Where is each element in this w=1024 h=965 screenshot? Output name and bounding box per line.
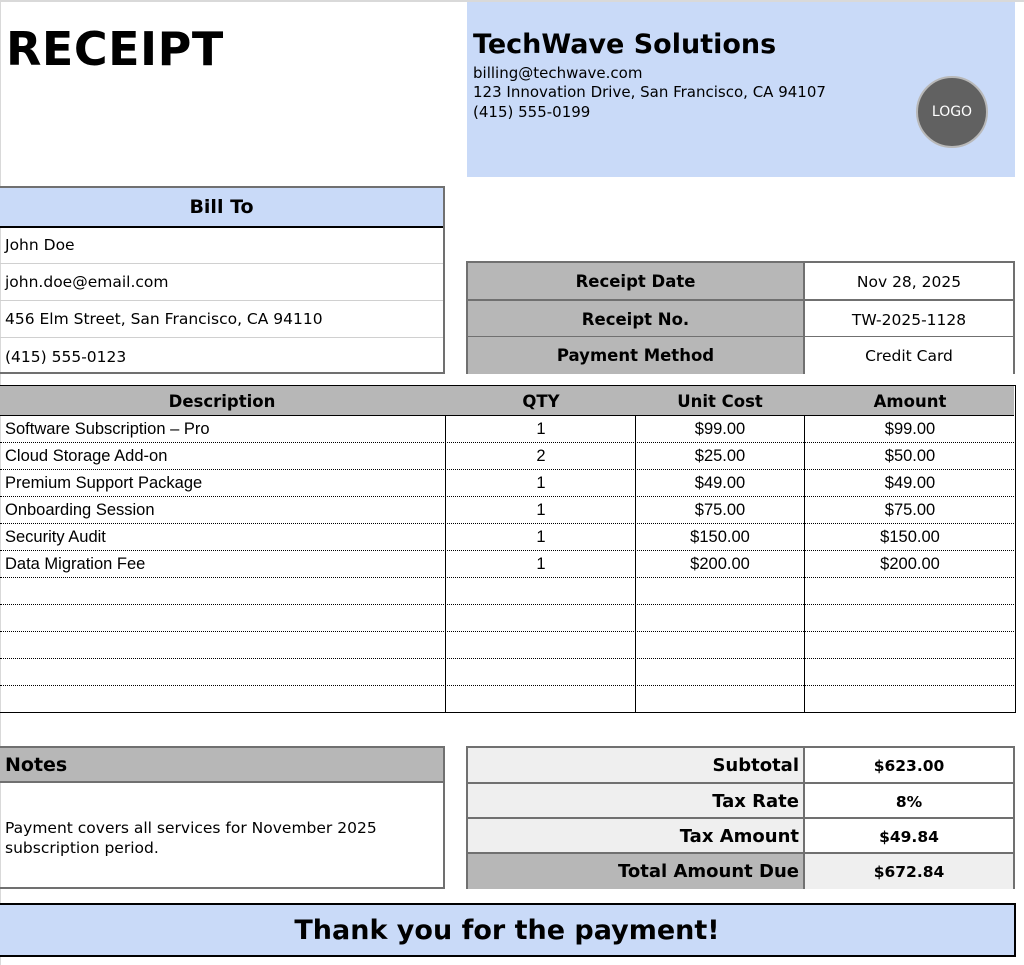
total-due-value[interactable]: $672.84	[805, 854, 1013, 889]
tax-rate-label: Tax Rate	[468, 784, 805, 819]
item-description[interactable]: Data Migration Fee	[5, 554, 146, 573]
tax-rate-row	[468, 784, 1013, 819]
item-amount[interactable]: $75.00	[884, 500, 936, 519]
item-unit-cost[interactable]: $99.00	[694, 419, 746, 438]
bill-to-name[interactable]: John Doe	[0, 227, 443, 264]
notes-text[interactable]: Payment covers all services for November 2025 subscription period.	[5, 819, 377, 857]
receipt-date-value[interactable]: Nov 28, 2025	[805, 263, 1013, 300]
receipt-meta-table	[466, 261, 1015, 374]
subtotal-value[interactable]: $623.00	[805, 748, 1013, 783]
item-unit-cost[interactable]: $49.00	[694, 473, 746, 492]
receipt-title: RECEIPT	[6, 22, 224, 76]
item-qty[interactable]: 1	[536, 527, 546, 546]
item-unit-cost[interactable]: $200.00	[690, 554, 750, 573]
item-qty[interactable]: 1	[536, 473, 546, 492]
table-row	[0, 470, 1014, 497]
bill-to-header: Bill To	[0, 188, 443, 228]
item-qty[interactable]: 1	[536, 419, 546, 438]
receipt-number-value[interactable]: TW-2025-1128	[805, 301, 1013, 338]
bill-to-email[interactable]: john.doe@email.com	[0, 264, 443, 301]
total-due-label: Total Amount Due	[468, 854, 805, 889]
item-description[interactable]: Premium Support Package	[5, 473, 203, 492]
total-due-row	[468, 854, 1013, 889]
subtotal-row	[468, 748, 1013, 783]
totals-table	[466, 746, 1015, 889]
tax-rate-value[interactable]: 8%	[805, 784, 1013, 819]
tax-amount-row	[468, 819, 1013, 854]
empty-table-row[interactable]	[0, 659, 1014, 686]
company-info-block	[467, 2, 1015, 177]
table-row	[0, 443, 1014, 470]
table-row	[0, 524, 1014, 551]
empty-table-row[interactable]	[0, 578, 1014, 605]
item-amount[interactable]: $50.00	[884, 446, 936, 465]
items-header-row	[0, 386, 1014, 416]
company-email: billing@techwave.com	[473, 64, 643, 82]
empty-table-row[interactable]	[0, 605, 1014, 632]
header-amount: Amount	[873, 391, 947, 411]
item-unit-cost[interactable]: $150.00	[690, 527, 750, 546]
bill-to-address[interactable]: 456 Elm Street, San Francisco, CA 94110	[0, 301, 443, 338]
receipt-number-row	[468, 301, 1013, 338]
line-items-table	[0, 385, 1016, 713]
subtotal-label: Subtotal	[468, 748, 805, 783]
item-description[interactable]: Security Audit	[5, 527, 106, 546]
payment-method-label: Payment Method	[468, 337, 805, 374]
company-address: 123 Innovation Drive, San Francisco, CA 94107	[473, 83, 826, 101]
tax-amount-value[interactable]: $49.84	[805, 819, 1013, 854]
item-unit-cost[interactable]: $25.00	[694, 446, 746, 465]
item-qty[interactable]: 2	[536, 446, 546, 465]
notes-block	[0, 746, 445, 889]
header-qty: QTY	[522, 391, 560, 411]
notes-header: Notes	[0, 748, 443, 783]
header-unit-cost: Unit Cost	[677, 391, 763, 411]
header-description: Description	[168, 391, 276, 411]
item-unit-cost[interactable]: $75.00	[694, 500, 746, 519]
receipt-number-label: Receipt No.	[468, 301, 805, 338]
bill-to-phone[interactable]: (415) 555-0123	[5, 347, 127, 366]
empty-table-row[interactable]	[0, 632, 1014, 659]
item-description[interactable]: Cloud Storage Add-on	[5, 446, 168, 465]
item-amount[interactable]: $150.00	[880, 527, 940, 546]
payment-method-row	[468, 337, 1013, 374]
item-qty[interactable]: 1	[536, 554, 546, 573]
company-logo: LOGO	[916, 76, 988, 148]
item-qty[interactable]: 1	[536, 500, 546, 519]
item-amount[interactable]: $200.00	[880, 554, 940, 573]
item-amount[interactable]: $99.00	[884, 419, 936, 438]
tax-amount-label: Tax Amount	[468, 819, 805, 854]
receipt-date-row	[468, 263, 1013, 300]
item-amount[interactable]: $49.00	[884, 473, 936, 492]
item-description[interactable]: Onboarding Session	[5, 500, 155, 519]
bill-to-block	[0, 186, 445, 374]
table-row	[0, 416, 1014, 443]
table-row	[0, 551, 1014, 578]
company-name: TechWave Solutions	[473, 29, 777, 60]
payment-method-value[interactable]: Credit Card	[805, 337, 1013, 374]
table-row	[0, 497, 1014, 524]
company-phone: (415) 555-0199	[473, 103, 591, 121]
receipt-date-label: Receipt Date	[468, 263, 805, 300]
thank-you-banner: Thank you for the payment!	[0, 903, 1016, 957]
item-description[interactable]: Software Subscription – Pro	[5, 419, 210, 438]
